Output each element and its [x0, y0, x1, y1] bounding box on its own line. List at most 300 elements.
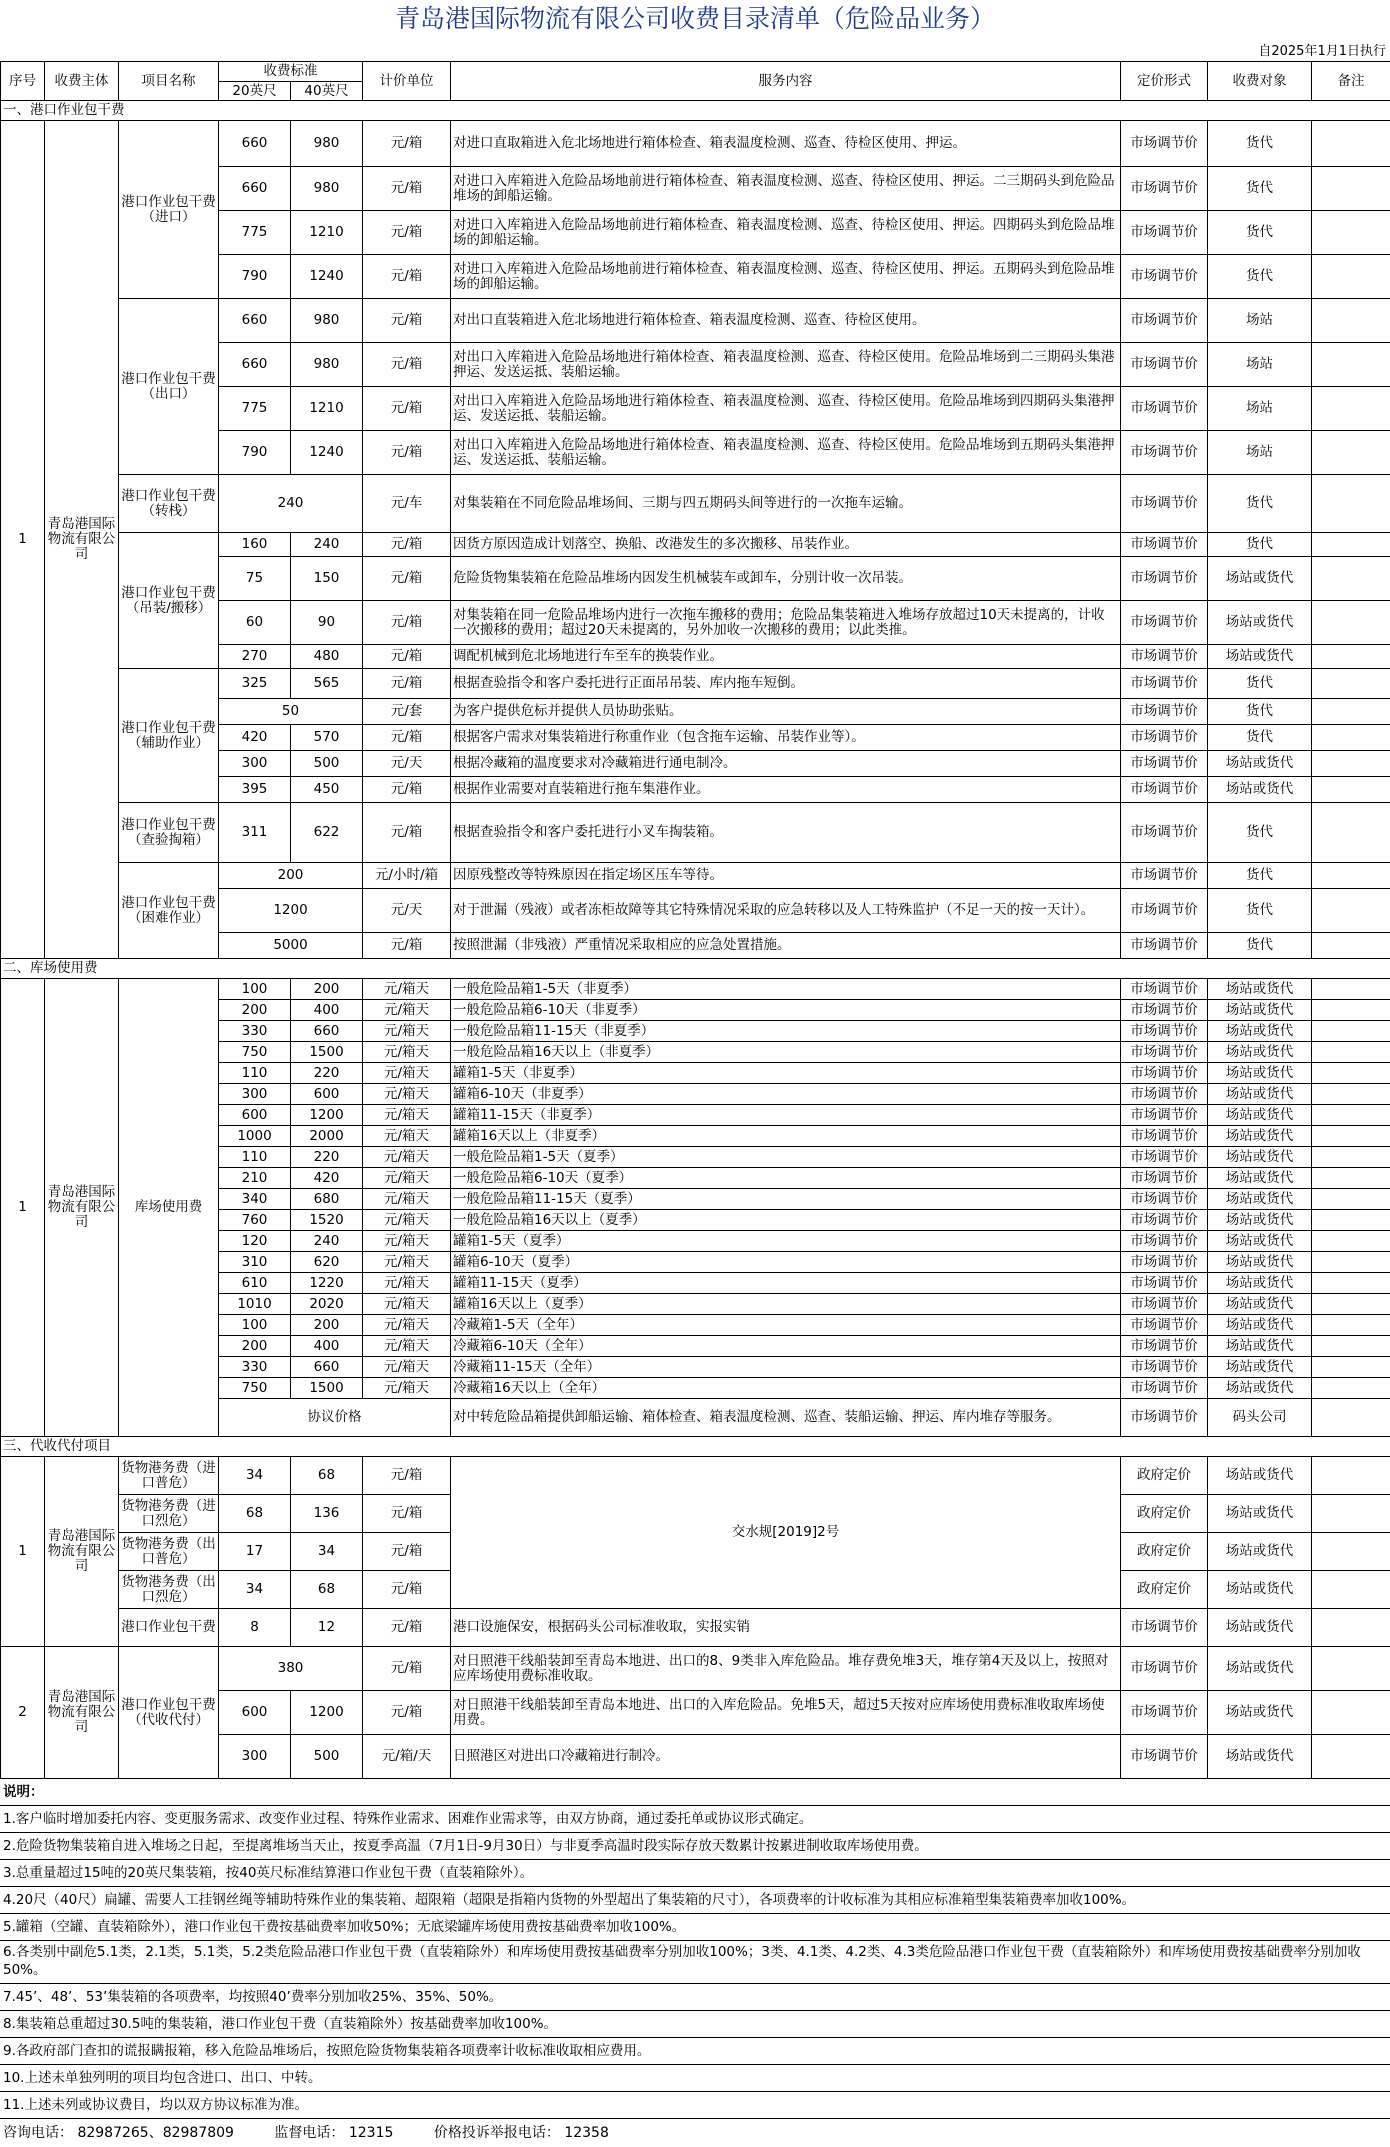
- service-content: 冷藏箱1-5天（全年）: [451, 1315, 1121, 1336]
- charge-target: 场站或货代: [1208, 1691, 1312, 1735]
- unit-cell: 元/箱天: [363, 1021, 451, 1042]
- charge-target: 场站: [1208, 299, 1312, 343]
- charge-target: 场站或货代: [1208, 1457, 1312, 1495]
- charge-target: 货代: [1208, 669, 1312, 699]
- charge-target: 码头公司: [1208, 1399, 1312, 1437]
- unit-cell: 元/箱天: [363, 1168, 451, 1189]
- price-40ft: 420: [291, 1168, 363, 1189]
- price-20ft: 660: [219, 299, 291, 343]
- pricing-form: 市场调节价: [1121, 387, 1208, 431]
- service-content: 对进口直取箱进入危北场地进行箱体检查、箱表温度检测、巡查、待检区使用、押运。: [451, 121, 1121, 167]
- unit-cell: 元/箱: [363, 645, 451, 669]
- charge-target: 场站或货代: [1208, 1571, 1312, 1609]
- price-40ft: 240: [291, 1231, 363, 1252]
- note-line: 1.客户临时增加委托内容、变更服务需求、改变作业过程、特殊作业需求、困难作业需求等，由双方协商，通过委托单或协议形式确定。: [0, 1806, 1390, 1833]
- service-content: 一般危险品箱16天以上（非夏季）: [451, 1042, 1121, 1063]
- remark-cell: [1312, 889, 1390, 933]
- price-20ft: 300: [219, 751, 291, 777]
- pricing-form: 市场调节价: [1121, 979, 1208, 1000]
- charge-target: 货代: [1208, 475, 1312, 533]
- pricing-form: 政府定价: [1121, 1533, 1208, 1571]
- price-20ft: 75: [219, 557, 291, 601]
- charge-target: 货代: [1208, 167, 1312, 211]
- price-20ft: 775: [219, 211, 291, 255]
- service-content: 按照泄漏（非残液）严重情况采取相应的应急处置措施。: [451, 933, 1121, 959]
- price-40ft: 980: [291, 343, 363, 387]
- table-row: [1, 101, 1390, 121]
- price-40ft: 1210: [291, 211, 363, 255]
- unit-cell: 元/箱: [363, 777, 451, 803]
- seq-cell: 2: [1, 1647, 45, 1779]
- charge-target: 货代: [1208, 725, 1312, 751]
- price-40ft: 1240: [291, 431, 363, 475]
- service-content: 罐箱1-5天（非夏季）: [451, 1063, 1121, 1084]
- item-name: 货物港务费（出口烈危）: [119, 1571, 219, 1609]
- unit-cell: 元/箱天: [363, 1000, 451, 1021]
- price-40ft: 1500: [291, 1378, 363, 1399]
- price-20ft: 1000: [219, 1126, 291, 1147]
- price-merged: 5000: [219, 933, 363, 959]
- price-20ft: 110: [219, 1063, 291, 1084]
- pricing-form: 市场调节价: [1121, 1647, 1208, 1691]
- price-20ft: 300: [219, 1084, 291, 1105]
- price-20ft: 34: [219, 1571, 291, 1609]
- price-40ft: 220: [291, 1147, 363, 1168]
- seq-cell: 1: [1, 121, 45, 959]
- remark-cell: [1312, 431, 1390, 475]
- unit-cell: 元/箱/天: [363, 1735, 451, 1779]
- unit-cell: 元/套: [363, 699, 451, 725]
- section-title: 二、库场使用费: [1, 959, 1390, 979]
- unit-cell: 元/箱天: [363, 1273, 451, 1294]
- item-name: 港口作业包干费（吊装/搬移）: [119, 533, 219, 669]
- unit-cell: 元/箱天: [363, 1357, 451, 1378]
- charge-target: 场站或货代: [1208, 751, 1312, 777]
- price-merged: 240: [219, 475, 363, 533]
- header-target: 收费对象: [1208, 62, 1312, 101]
- remark-cell: [1312, 979, 1390, 1000]
- complaint-phone: 价格投诉举报电话： 12358: [434, 2125, 609, 2141]
- unit-cell: 元/箱: [363, 1647, 451, 1691]
- item-name: 港口作业包干费: [119, 1609, 219, 1647]
- service-content: 冷藏箱6-10天（全年）: [451, 1336, 1121, 1357]
- table-row: [1, 979, 1390, 1000]
- table-row: [1, 62, 1390, 82]
- price-20ft: 750: [219, 1378, 291, 1399]
- pricing-form: 市场调节价: [1121, 1231, 1208, 1252]
- price-40ft: 200: [291, 1315, 363, 1336]
- price-20ft: 600: [219, 1691, 291, 1735]
- unit-cell: 元/箱: [363, 1457, 451, 1495]
- remark-cell: [1312, 601, 1390, 645]
- item-name: 库场使用费: [119, 979, 219, 1437]
- remark-cell: [1312, 777, 1390, 803]
- remark-cell: [1312, 1042, 1390, 1063]
- price-20ft: 160: [219, 533, 291, 557]
- remark-cell: [1312, 1147, 1390, 1168]
- remark-cell: [1312, 1105, 1390, 1126]
- pricing-form: 市场调节价: [1121, 1000, 1208, 1021]
- entity-cell: 青岛港国际物流有限公司: [45, 1647, 119, 1779]
- note-line: 8.集装箱总重超过30.5吨的集装箱，港口作业包干费（直装箱除外）按基础费率加收100%。: [0, 2011, 1390, 2038]
- unit-cell: 元/箱天: [363, 1378, 451, 1399]
- charge-target: 场站或货代: [1208, 1252, 1312, 1273]
- charge-target: 场站或货代: [1208, 979, 1312, 1000]
- price-20ft: 8: [219, 1609, 291, 1647]
- note-line: 5.罐箱（空罐、直装箱除外），港口作业包干费按基础费率加收50%；无底梁罐库场使用费按基础费率加收100%。: [0, 1914, 1390, 1941]
- unit-cell: 元/箱: [363, 1609, 451, 1647]
- pricing-form: 市场调节价: [1121, 669, 1208, 699]
- price-20ft: 110: [219, 1147, 291, 1168]
- price-40ft: 565: [291, 669, 363, 699]
- charge-target: 货代: [1208, 889, 1312, 933]
- unit-cell: 元/箱: [363, 167, 451, 211]
- price-40ft: 2000: [291, 1126, 363, 1147]
- unit-cell: 元/天: [363, 751, 451, 777]
- service-content: 冷藏箱11-15天（全年）: [451, 1357, 1121, 1378]
- item-name: 货物港务费（出口普危）: [119, 1533, 219, 1571]
- charge-target: 货代: [1208, 533, 1312, 557]
- remark-cell: [1312, 1315, 1390, 1336]
- remark-cell: [1312, 863, 1390, 889]
- remark-cell: [1312, 1000, 1390, 1021]
- remark-cell: [1312, 1126, 1390, 1147]
- pricing-form: 市场调节价: [1121, 1294, 1208, 1315]
- price-40ft: 400: [291, 1336, 363, 1357]
- charge-target: 场站或货代: [1208, 1084, 1312, 1105]
- charge-target: 场站或货代: [1208, 1126, 1312, 1147]
- pricing-form: 市场调节价: [1121, 211, 1208, 255]
- price-40ft: 1200: [291, 1105, 363, 1126]
- remark-cell: [1312, 1735, 1390, 1779]
- service-content: 对出口入库箱进入危险品场地进行箱体检查、箱表温度检测、巡查、待检区使用。危险品堆场到五期码头集港押运、发送运抵、装船运输。: [451, 431, 1121, 475]
- pricing-form: 市场调节价: [1121, 343, 1208, 387]
- entity-cell: 青岛港国际物流有限公司: [45, 1457, 119, 1647]
- table-row: [1, 803, 1390, 863]
- charge-target: 货代: [1208, 699, 1312, 725]
- charge-target: 场站或货代: [1208, 601, 1312, 645]
- charge-target: 场站或货代: [1208, 777, 1312, 803]
- header-remark: 备注: [1312, 62, 1390, 101]
- price-40ft: 2020: [291, 1294, 363, 1315]
- charge-target: 场站或货代: [1208, 1063, 1312, 1084]
- pricing-form: 政府定价: [1121, 1571, 1208, 1609]
- charge-target: 场站或货代: [1208, 1378, 1312, 1399]
- remark-cell: [1312, 1457, 1390, 1495]
- remark-cell: [1312, 475, 1390, 533]
- charge-target: 场站或货代: [1208, 1189, 1312, 1210]
- remark-cell: [1312, 1533, 1390, 1571]
- price-20ft: 660: [219, 121, 291, 167]
- price-20ft: 1010: [219, 1294, 291, 1315]
- unit-cell: 元/箱: [363, 533, 451, 557]
- item-name: 港口作业包干费（出口）: [119, 299, 219, 475]
- table-row: [1, 1647, 1390, 1691]
- charge-target: 货代: [1208, 803, 1312, 863]
- consult-phone: 咨询电话： 82987265、82987809: [3, 2125, 234, 2141]
- header-20ft: 20英尺: [219, 82, 291, 101]
- service-content: 根据作业需要对直装箱进行拖车集港作业。: [451, 777, 1121, 803]
- price-40ft: 136: [291, 1495, 363, 1533]
- item-name: 港口作业包干费（转栈）: [119, 475, 219, 533]
- unit-cell: 元/箱: [363, 255, 451, 299]
- header-content: 服务内容: [451, 62, 1121, 101]
- unit-cell: 元/箱: [363, 1571, 451, 1609]
- service-content: 对进口入库箱进入危险品场地前进行箱体检查、箱表温度检测、巡查、待检区使用、押运。四期码头到危险品堆场的卸船运输。: [451, 211, 1121, 255]
- remark-cell: [1312, 1336, 1390, 1357]
- pricing-form: 市场调节价: [1121, 1336, 1208, 1357]
- remark-cell: [1312, 387, 1390, 431]
- charge-target: 场站或货代: [1208, 557, 1312, 601]
- remark-cell: [1312, 121, 1390, 167]
- service-content: 冷藏箱16天以上（全年）: [451, 1378, 1121, 1399]
- seq-cell: 1: [1, 1457, 45, 1647]
- price-40ft: 1200: [291, 1691, 363, 1735]
- pricing-form: 市场调节价: [1121, 1273, 1208, 1294]
- pricing-form: 市场调节价: [1121, 1147, 1208, 1168]
- unit-cell: 元/箱: [363, 431, 451, 475]
- fee-table: [0, 61, 1390, 1779]
- price-40ft: 500: [291, 1735, 363, 1779]
- pricing-form: 市场调节价: [1121, 863, 1208, 889]
- item-name: 货物港务费（进口普危）: [119, 1457, 219, 1495]
- remark-cell: [1312, 299, 1390, 343]
- price-40ft: 150: [291, 557, 363, 601]
- item-name: 港口作业包干费（进口）: [119, 121, 219, 299]
- service-content: 罐箱6-10天（夏季）: [451, 1252, 1121, 1273]
- remark-cell: [1312, 1571, 1390, 1609]
- service-content: 对出口入库箱进入危险品场地进行箱体检查、箱表温度检测、巡查、待检区使用。危险品堆场到二三期码头集港押运、发送运抵、装船运输。: [451, 343, 1121, 387]
- pricing-form: 市场调节价: [1121, 889, 1208, 933]
- pricing-form: 市场调节价: [1121, 1252, 1208, 1273]
- price-20ft: 60: [219, 601, 291, 645]
- charge-target: 场站: [1208, 343, 1312, 387]
- remark-cell: [1312, 1021, 1390, 1042]
- charge-target: 场站或货代: [1208, 1336, 1312, 1357]
- unit-cell: 元/箱: [363, 1691, 451, 1735]
- table-row: [1, 1609, 1390, 1647]
- charge-target: 场站或货代: [1208, 1168, 1312, 1189]
- price-20ft: 330: [219, 1021, 291, 1042]
- remark-cell: [1312, 933, 1390, 959]
- remark-cell: [1312, 669, 1390, 699]
- pricing-form: 政府定价: [1121, 1495, 1208, 1533]
- table-row: [1, 1437, 1390, 1457]
- price-40ft: 680: [291, 1189, 363, 1210]
- unit-cell: 元/箱天: [363, 1063, 451, 1084]
- service-content: 罐箱6-10天（非夏季）: [451, 1084, 1121, 1105]
- supervise-phone: 监督电话： 12315: [274, 2125, 393, 2141]
- price-20ft: 311: [219, 803, 291, 863]
- service-content: 日照港区对进出口冷藏箱进行制冷。: [451, 1735, 1121, 1779]
- charge-target: 场站或货代: [1208, 1042, 1312, 1063]
- price-merged: 50: [219, 699, 363, 725]
- item-name: 货物港务费（进口烈危）: [119, 1495, 219, 1533]
- pricing-form: 市场调节价: [1121, 601, 1208, 645]
- price-20ft: 600: [219, 1105, 291, 1126]
- unit-cell: 元/箱: [363, 1495, 451, 1533]
- price-20ft: 100: [219, 979, 291, 1000]
- service-content: 对中转危险品箱提供卸船运输、箱体检查、箱表温度检测、巡查、装船运输、押运、库内堆存等服务。: [451, 1399, 1121, 1437]
- charge-target: 场站或货代: [1208, 1294, 1312, 1315]
- price-40ft: 1500: [291, 1042, 363, 1063]
- price-40ft: 980: [291, 299, 363, 343]
- remark-cell: [1312, 1609, 1390, 1647]
- charge-target: 货代: [1208, 933, 1312, 959]
- charge-target: 货代: [1208, 863, 1312, 889]
- charge-target: 场站或货代: [1208, 1210, 1312, 1231]
- charge-target: 场站或货代: [1208, 1000, 1312, 1021]
- remark-cell: [1312, 255, 1390, 299]
- table-row: [1, 475, 1390, 533]
- service-content: 调配机械到危北场地进行车至车的换装作业。: [451, 645, 1121, 669]
- pricing-form: 市场调节价: [1121, 803, 1208, 863]
- section-title: 一、港口作业包干费: [1, 101, 1390, 121]
- service-content: 一般危险品箱6-10天（非夏季）: [451, 1000, 1121, 1021]
- remark-cell: [1312, 1252, 1390, 1273]
- service-content: 对日照港干线船装卸至青岛本地进、出口的8、9类非入库危险品。堆存费免堆3天，堆存第4天及以上，按照对应库场使用费标准收取。: [451, 1647, 1121, 1691]
- header-40ft: 40英尺: [291, 82, 363, 101]
- unit-cell: 元/箱: [363, 211, 451, 255]
- unit-cell: 元/箱: [363, 669, 451, 699]
- service-content: 一般危险品箱1-5天（非夏季）: [451, 979, 1121, 1000]
- price-40ft: 620: [291, 1252, 363, 1273]
- price-merged: 1200: [219, 889, 363, 933]
- remark-cell: [1312, 211, 1390, 255]
- service-content: 对出口入库箱进入危险品场地进行箱体检查、箱表温度检测、巡查、待检区使用。危险品堆场到四期码头集港押运、发送运抵、装船运输。: [451, 387, 1121, 431]
- charge-target: 场站或货代: [1208, 1147, 1312, 1168]
- unit-cell: 元/箱: [363, 1533, 451, 1571]
- remark-cell: [1312, 1399, 1390, 1437]
- price-20ft: 420: [219, 725, 291, 751]
- pricing-form: 市场调节价: [1121, 1315, 1208, 1336]
- price-40ft: 400: [291, 1000, 363, 1021]
- unit-cell: 元/箱天: [363, 979, 451, 1000]
- pricing-form: 市场调节价: [1121, 1126, 1208, 1147]
- unit-cell: 元/箱天: [363, 1210, 451, 1231]
- remark-cell: [1312, 1495, 1390, 1533]
- price-20ft: 120: [219, 1231, 291, 1252]
- price-20ft: 210: [219, 1168, 291, 1189]
- charge-target: 场站或货代: [1208, 1357, 1312, 1378]
- price-20ft: 300: [219, 1735, 291, 1779]
- pricing-form: 市场调节价: [1121, 933, 1208, 959]
- price-40ft: 200: [291, 979, 363, 1000]
- unit-cell: 元/箱天: [363, 1336, 451, 1357]
- service-content: 对集装箱在同一危险品堆场内进行一次拖车搬移的费用；危险品集装箱进入堆场存放超过10天未提离的，计收一次搬移的费用；超过20天未提离的，另外加收一次搬移的费用；以此类推。: [451, 601, 1121, 645]
- pricing-form: 市场调节价: [1121, 121, 1208, 167]
- price-20ft: 395: [219, 777, 291, 803]
- remark-cell: [1312, 751, 1390, 777]
- price-20ft: 330: [219, 1357, 291, 1378]
- charge-target: 货代: [1208, 211, 1312, 255]
- price-20ft: 270: [219, 645, 291, 669]
- remark-cell: [1312, 645, 1390, 669]
- unit-cell: 元/箱: [363, 725, 451, 751]
- charge-target: 场站: [1208, 387, 1312, 431]
- pricing-form: 市场调节价: [1121, 1691, 1208, 1735]
- contact-footer: [0, 2119, 1390, 2147]
- unit-cell: 元/箱: [363, 803, 451, 863]
- price-40ft: 1520: [291, 1210, 363, 1231]
- charge-target: 场站或货代: [1208, 1315, 1312, 1336]
- entity-cell: 青岛港国际物流有限公司: [45, 121, 119, 959]
- price-20ft: 660: [219, 167, 291, 211]
- pricing-form: 市场调节价: [1121, 1210, 1208, 1231]
- service-content: 根据客户需求对集装箱进行称重作业（包含拖车运输、吊装作业等）。: [451, 725, 1121, 751]
- price-40ft: 570: [291, 725, 363, 751]
- pricing-form: 市场调节价: [1121, 255, 1208, 299]
- pricing-form: 市场调节价: [1121, 751, 1208, 777]
- table-row: [1, 669, 1390, 699]
- service-content: 罐箱11-15天（夏季）: [451, 1273, 1121, 1294]
- price-20ft: 68: [219, 1495, 291, 1533]
- unit-cell: 元/箱: [363, 121, 451, 167]
- price-20ft: 100: [219, 1315, 291, 1336]
- remark-cell: [1312, 167, 1390, 211]
- service-content: 根据查验指令和客户委托进行正面吊吊装、库内拖车短倒。: [451, 669, 1121, 699]
- service-content: 危险货物集装箱在危险品堆场内因发生机械装车或卸车，分别计收一次吊装。: [451, 557, 1121, 601]
- remark-cell: [1312, 1231, 1390, 1252]
- page-title: 青岛港国际物流有限公司收费目录清单（危险品业务）: [0, 0, 1390, 38]
- pricing-form: 市场调节价: [1121, 1399, 1208, 1437]
- remark-cell: [1312, 557, 1390, 601]
- header-seq: 序号: [1, 62, 45, 101]
- charge-target: 货代: [1208, 121, 1312, 167]
- service-content: 一般危险品箱16天以上（夏季）: [451, 1210, 1121, 1231]
- price-40ft: 600: [291, 1084, 363, 1105]
- service-content: 一般危险品箱11-15天（非夏季）: [451, 1021, 1121, 1042]
- charge-target: 场站或货代: [1208, 1735, 1312, 1779]
- note-line: 9.各政府部门查扣的谎报瞒报箱，移入危险品堆场后，按照危险货物集装箱各项费率计收标准收取相应费用。: [0, 2038, 1390, 2065]
- price-20ft: 200: [219, 1336, 291, 1357]
- header-unit: 计价单位: [363, 62, 451, 101]
- pricing-form: 市场调节价: [1121, 1735, 1208, 1779]
- unit-cell: 元/箱天: [363, 1252, 451, 1273]
- effective-date: 自2025年1月1日执行: [1258, 40, 1386, 59]
- pricing-form: 市场调节价: [1121, 777, 1208, 803]
- service-content: 港口设施保安，根据码头公司标准收取，实报实销: [451, 1609, 1121, 1647]
- table-row: [1, 1457, 1390, 1495]
- note-line: 7.45’、48’、53’集装箱的各项费率，均按照40’费率分别加收25%、35%、50%。: [0, 1984, 1390, 2011]
- price-20ft: 790: [219, 255, 291, 299]
- section-title: 三、代收代付项目: [1, 1437, 1390, 1457]
- table-row: [1, 863, 1390, 889]
- service-content: 因原残整改等特殊原因在指定场区压车等待。: [451, 863, 1121, 889]
- unit-cell: 元/箱天: [363, 1294, 451, 1315]
- pricing-form: 市场调节价: [1121, 167, 1208, 211]
- notes-block: [0, 1779, 1390, 2119]
- remark-cell: [1312, 1647, 1390, 1691]
- unit-cell: 元/天: [363, 889, 451, 933]
- price-40ft: 220: [291, 1063, 363, 1084]
- service-content: 一般危险品箱11-15天（夏季）: [451, 1189, 1121, 1210]
- charge-target: 场站或货代: [1208, 1273, 1312, 1294]
- price-20ft: 790: [219, 431, 291, 475]
- unit-cell: 元/箱天: [363, 1126, 451, 1147]
- remark-cell: [1312, 1357, 1390, 1378]
- remark-cell: [1312, 1063, 1390, 1084]
- service-content: 对集装箱在不同危险品堆场间、三期与四五期码头间等进行的一次拖车运输。: [451, 475, 1121, 533]
- price-20ft: 760: [219, 1210, 291, 1231]
- unit-cell: 元/箱天: [363, 1231, 451, 1252]
- service-content: 为客户提供危标并提供人员协助张贴。: [451, 699, 1121, 725]
- note-line: 2.危险货物集装箱自进入堆场之日起，至提离堆场当天止，按夏季高温（7月1日-9月30日）与非夏季高温时段实际存放天数累计按累进制收取库场使用费。: [0, 1833, 1390, 1860]
- header-std: 收费标准: [219, 62, 363, 82]
- pricing-form: 市场调节价: [1121, 1021, 1208, 1042]
- pricing-form: 市场调节价: [1121, 725, 1208, 751]
- charge-target: 场站或货代: [1208, 645, 1312, 669]
